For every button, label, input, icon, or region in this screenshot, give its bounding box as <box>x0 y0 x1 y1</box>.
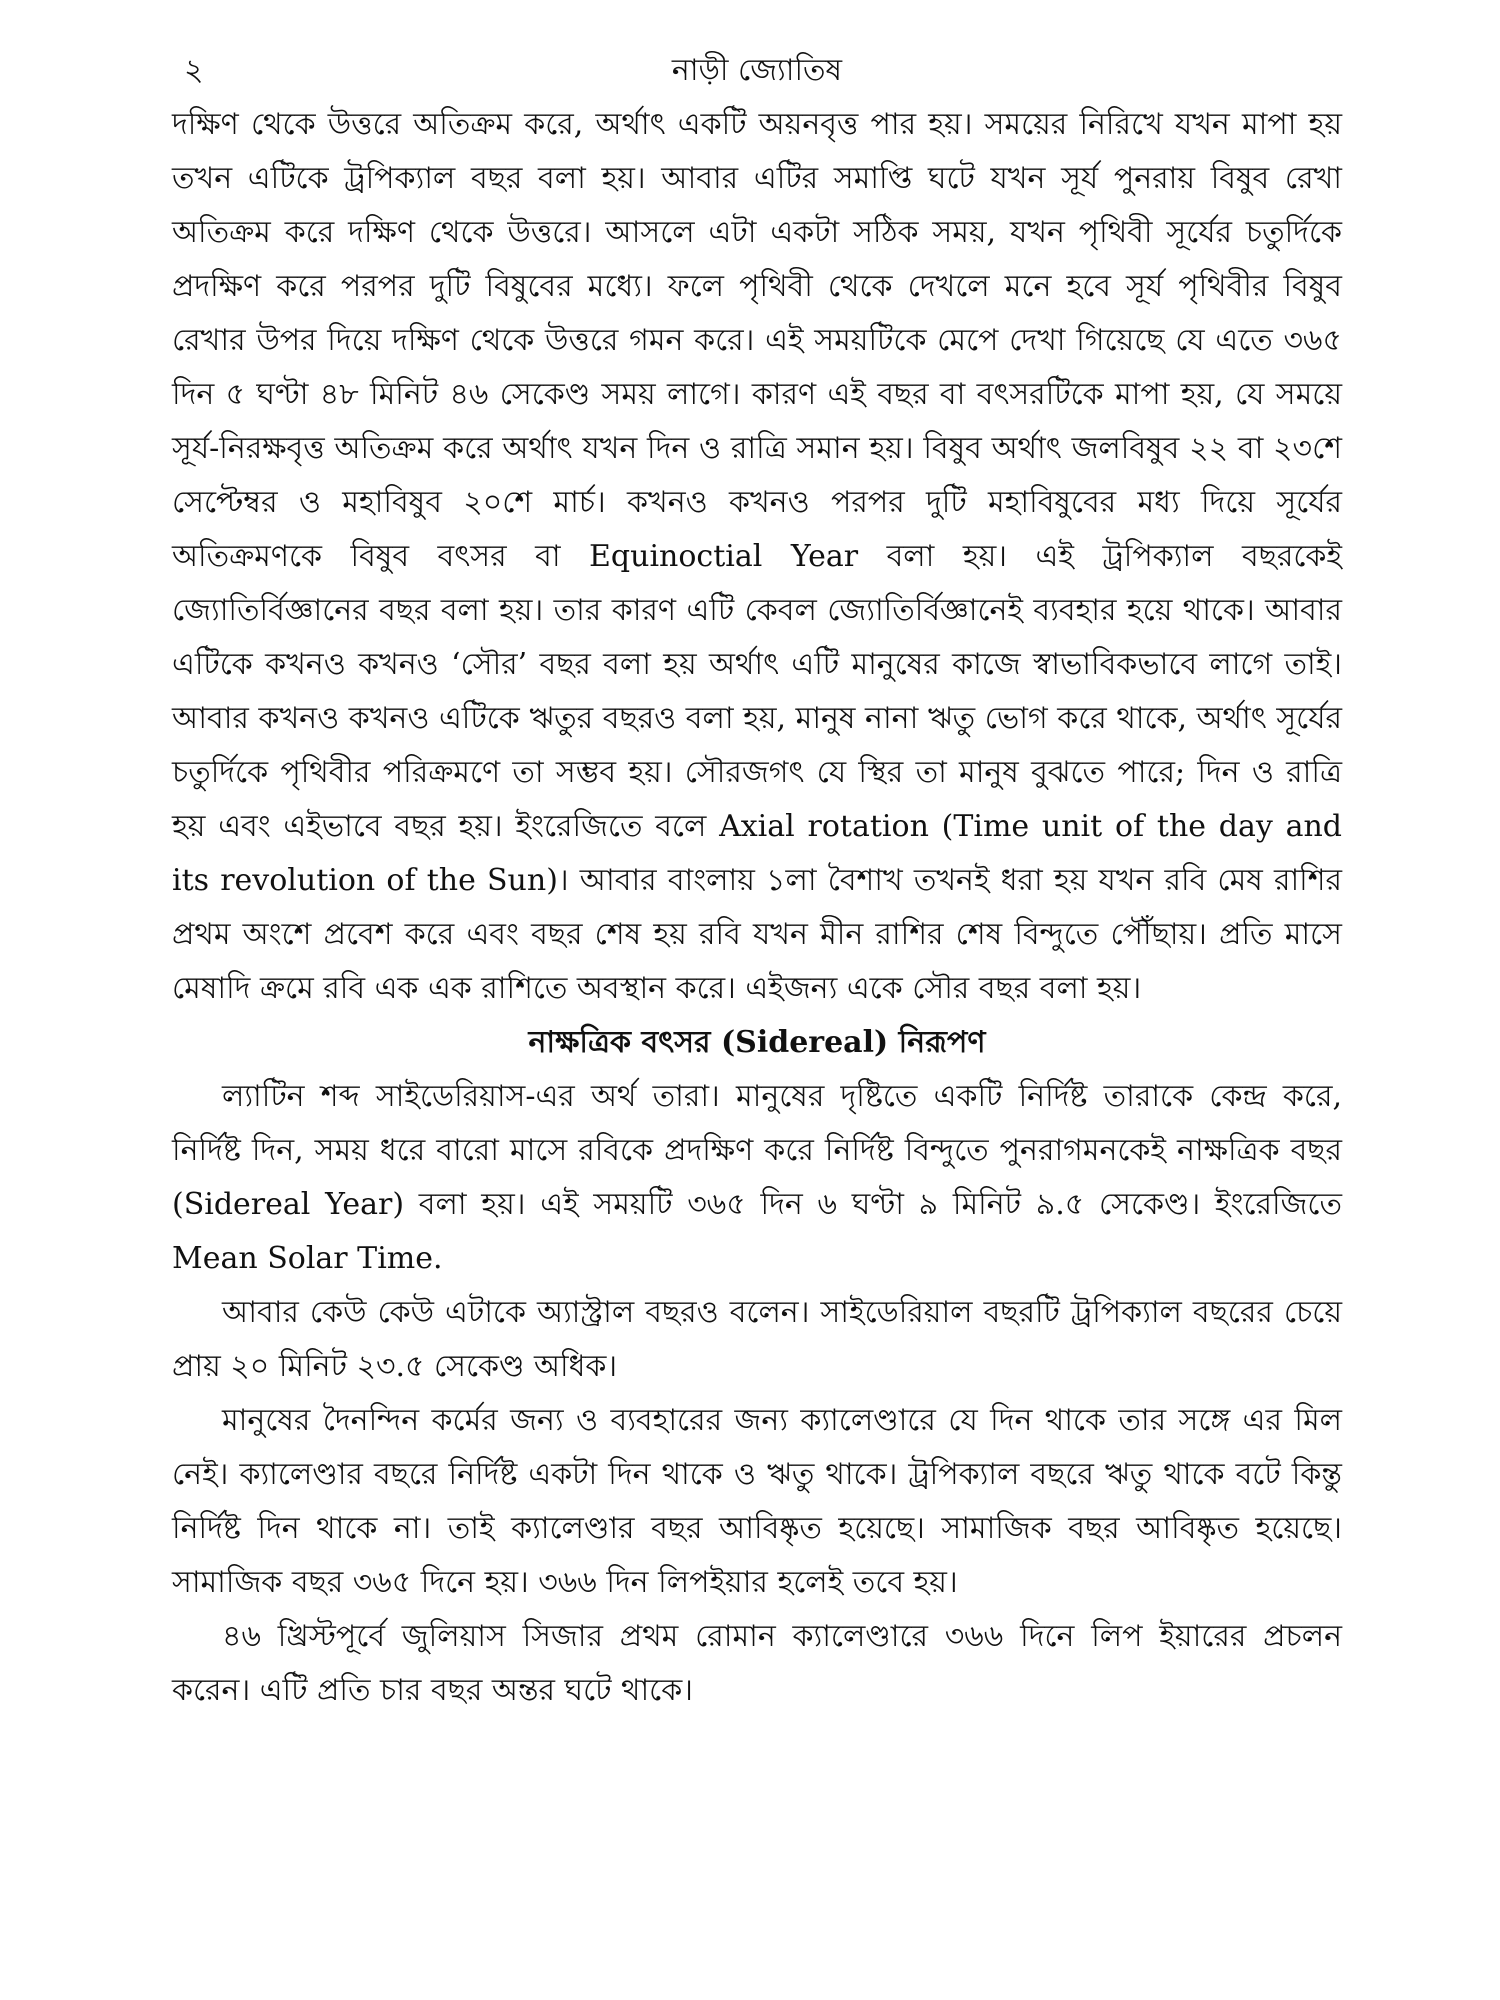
body-text <box>172 98 1342 1718</box>
paragraph: দক্ষিণ থেকে উত্তরে অতিক্রম করে, অর্থাৎ একটি অয়নবৃত্ত পার হয়। সময়ের নিরিখে যখন মাপা হয় তখন এটিকে ট্রপিক্যাল বছর বলা হয়। আবার এটির সমাপ্তি ঘটে যখন সূর্য পুনরায় বিষুব রেখা অতিক্রম করে দক্ষিণ থেকে উত্তরে। আসলে এটা একটা সঠিক সময়, যখন পৃথিবী সূর্যের চতুর্দিকে প্রদক্ষিণ করে পরপর দুটি বিষুবের মধ্যে। ফলে পৃথিবী থেকে দেখলে মনে হবে সূর্য পৃথিবীর বিষুব রেখার উপর দিয়ে দক্ষিণ থেকে উত্তরে গমন করে। এই সময়টিকে মেপে দেখা গিয়েছে যে এতে ৩৬৫ দিন ৫ ঘণ্টা ৪৮ মিনিট ৪৬ সেকেণ্ড সময় লাগে। কারণ এই বছর বা বৎসরটিকে মাপা হয়, যে সময়ে সূর্য-নিরক্ষবৃত্ত অতিক্রম করে অর্থাৎ যখন দিন ও রাত্রি সমান হয়। বিষুব অর্থাৎ জলবিষুব ২২ বা ২৩শে সেপ্টেম্বর ও মহাবিষুব ২০শে মার্চ। কখনও কখনও পরপর দুটি মহাবিষুবের মধ্য দিয়ে সূর্যের অতিক্রমণকে বিষুব বৎসর বা Equinoctial Year বলা হয়। এই ট্রপিক্যাল বছরকেই জ্যোতির্বিজ্ঞানের বছর বলা হয়। তার কারণ এটি কেবল জ্যোতির্বিজ্ঞানেই ব্যবহার হয়ে থাকে। আবার এটিকে কখনও কখনও ‘সৌর’ বছর বলা হয় অর্থাৎ এটি মানুষের কাজে স্বাভাবিকভাবে লাগে তাই। আবার কখনও কখনও এটিকে ঋতুর বছরও বলা হয়, মানুষ নানা ঋতু ভোগ করে থাকে, অর্থাৎ সূর্যের চতুর্দিকে পৃথিবীর পরিক্রমণে তা সম্ভব হয়। সৌরজগৎ যে স্থির তা মানুষ বুঝতে পারে; দিন ও রাত্রি হয় এবং এইভাবে বছর হয়। ইংরেজিতে বলে Axial rotation (Time unit of the day and its revolution of the Sun)। আবার বাংলায় ১লা বৈশাখ তখনই ধরা হয় যখন রবি মেষ রাশির প্রথম অংশে প্রবেশ করে এবং বছর শেষ হয় রবি যখন মীন রাশির শেষ বিন্দুতে পৌঁছায়। প্রতি মাসে মেষাদি ক্রমে রবি এক এক রাশিতে অবস্থান করে। এইজন্য একে সৌর বছর বলা হয়। <box>172 107 1342 1006</box>
paragraph: মানুষের দৈনন্দিন কর্মের জন্য ও ব্যবহারের জন্য ক্যালেণ্ডারে যে দিন থাকে তার সঙ্গে এর মিল নেই। ক্যালেণ্ডার বছরে নির্দিষ্ট একটা দিন থাকে ও ঋতু থাকে। ট্রপিক্যাল বছরে ঋতু থাকে বটে কিন্তু নির্দিষ্ট দিন থাকে না। তাই ক্যালেণ্ডার বছর আবিষ্কৃত হয়েছে। সামাজিক বছর আবিষ্কৃত হয়েছে। সামাজিক বছর ৩৬৫ দিনে হয়। ৩৬৬ দিন লিপইয়ার হলেই তবে হয়। <box>172 1403 1342 1600</box>
page-number: ২ <box>184 53 204 88</box>
section-heading: নাক্ষত্রিক বৎসর (Sidereal) নিরূপণ <box>528 1025 986 1060</box>
paragraph: আবার কেউ কেউ এটাকে অ্যাস্ট্রাল বছরও বলেন। সাইডেরিয়াল বছরটি ট্রপিক্যাল বছরের চেয়ে প্রায় ২০ মিনিট ২৩.৫ সেকেণ্ড অধিক। <box>172 1295 1342 1384</box>
paragraph: ৪৬ খ্রিস্টপূর্বে জুলিয়াস সিজার প্রথম রোমান ক্যালেণ্ডারে ৩৬৬ দিনে লিপ ইয়ারের প্রচলন করেন। এটি প্রতি চার বছর অন্তর ঘটে থাকে। <box>172 1619 1342 1708</box>
paragraph: ল্যাটিন শব্দ সাইডেরিয়াস-এর অর্থ তারা। মানুষের দৃষ্টিতে একটি নির্দিষ্ট তারাকে কেন্দ্র করে, নির্দিষ্ট দিন, সময় ধরে বারো মাসে রবিকে প্রদক্ষিণ করে নির্দিষ্ট বিন্দুতে পুনরাগমনকেই নাক্ষত্রিক বছর (Sidereal Year) বলা হয়। এই সময়টি ৩৬৫ দিন ৬ ঘণ্টা ৯ মিনিট ৯.৫ সেকেণ্ড। ইংরেজিতে Mean Solar Time. <box>172 1079 1342 1276</box>
running-title: নাড়ী জ্যোতিষ <box>671 53 843 88</box>
page-header <box>172 46 1342 96</box>
